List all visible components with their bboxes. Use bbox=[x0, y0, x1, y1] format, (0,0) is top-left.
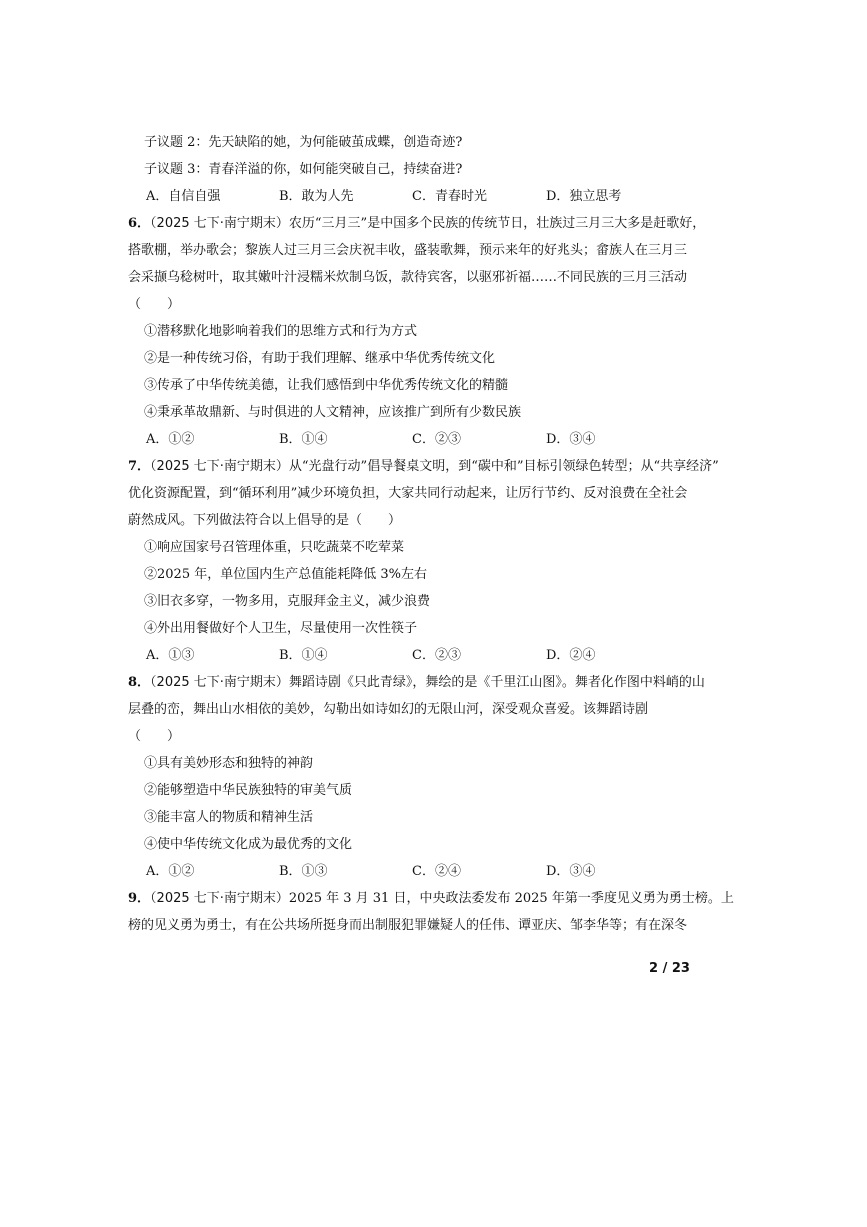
q8-source: （2025 七下·南宁期末） bbox=[150, 675, 289, 690]
q8-option-b: B．①③ bbox=[279, 864, 328, 879]
q6-number: 6． bbox=[128, 216, 151, 231]
q6-option-b: B．①④ bbox=[279, 432, 328, 447]
q7-option-d: D．②④ bbox=[546, 648, 596, 663]
q5-option-d: D．独立思考 bbox=[546, 189, 622, 204]
q7-stem-line-1 bbox=[128, 458, 719, 476]
q6-option-c: C．②③ bbox=[412, 432, 461, 447]
q7-stem-line-2: 优化资源配置，到“循环利用”减少环境负担，大家共同行动起来，让厉行节约、反对浪费在全社会 bbox=[128, 486, 688, 501]
q9-stem-line-2: 榜的见义勇为勇士，有在公共场所挺身而出制服犯罪嫌疑人的任伟、谭亚庆、邹李华等；有在深冬 bbox=[128, 918, 688, 933]
q6-stem-line-3: 会采撷乌稔树叶，取其嫩叶汁浸糯米炊制乌饭，款待宾客，以驱邪祈福……不同民族的三月三活动 bbox=[128, 270, 688, 285]
q9-number: 9． bbox=[128, 891, 151, 906]
q6-option-a: A．①② bbox=[146, 432, 195, 447]
q7-option-b: B．①④ bbox=[279, 648, 328, 663]
q8-item-4: ④使中华传统文化成为最优秀的文化 bbox=[144, 837, 353, 852]
q7-item-2: ②2025 年，单位国内生产总值能耗降低 3%左右 bbox=[144, 567, 427, 582]
q6-stem-line-2: 搭歌棚，举办歌会；黎族人过三月三会庆祝丰收，盛装歌舞，预示来年的好兆头；畲族人在三月三 bbox=[128, 243, 688, 258]
q8-item-3: ③能丰富人的物质和精神生活 bbox=[144, 810, 314, 825]
q6-stem-line-1 bbox=[128, 215, 705, 233]
q8-stem-line-1 bbox=[128, 674, 705, 692]
q9-source: （2025 七下·南宁期末） bbox=[150, 891, 289, 906]
q7-stem-line-3: 蔚然成风。下列做法符合以上倡导的是（ ） bbox=[128, 513, 402, 528]
q7-option-c: C．②③ bbox=[412, 648, 461, 663]
q7-option-a: A．①③ bbox=[146, 648, 195, 663]
q5-option-b: B．敢为人先 bbox=[279, 189, 354, 204]
q8-item-2: ②能够塑造中华民族独特的审美气质 bbox=[144, 783, 353, 798]
q7-number: 7． bbox=[128, 459, 151, 474]
page-number: 2 / 23 bbox=[649, 961, 690, 976]
q6-item-4: ④秉承革故鼎新、与时俱进的人文精神，应该推广到所有少数民族 bbox=[144, 405, 522, 420]
q5-option-c: C．青春时光 bbox=[412, 189, 487, 204]
q8-number: 8． bbox=[128, 675, 151, 690]
q8-item-1: ①具有美妙形态和独特的神韵 bbox=[144, 756, 314, 771]
q8-option-c: C．②④ bbox=[412, 864, 461, 879]
q8-stem-text: 舞蹈诗剧《只此青绿》，舞绘的是《千里江山图》。舞者化作图中料峭的山 bbox=[288, 675, 705, 690]
q6-item-2: ②是一种传统习俗，有助于我们理解、继承中华优秀传统文化 bbox=[144, 351, 496, 366]
q7-item-1: ①响应国家号召管理体重，只吃蔬菜不吃荤菜 bbox=[144, 540, 405, 555]
q5-option-a: A．自信自强 bbox=[146, 189, 221, 204]
q7-source: （2025 七下·南宁期末） bbox=[150, 459, 289, 474]
q6-option-d: D．③④ bbox=[546, 432, 596, 447]
q8-answer-blank: （ ） bbox=[128, 729, 181, 744]
q8-stem-line-2: 层叠的峦，舞出山水相依的美妙，勾勒出如诗如幻的无限山河，深受观众喜爱。该舞蹈诗剧 bbox=[128, 702, 649, 717]
q8-option-a: A．①② bbox=[146, 864, 195, 879]
q6-source: （2025 七下·南宁期末） bbox=[150, 216, 289, 231]
q6-answer-blank: （ ） bbox=[128, 297, 181, 312]
q7-item-3: ③旧衣多穿，一物多用，克服拜金主义，减少浪费 bbox=[144, 594, 431, 609]
q5-sub-topic-3: 子议题 3：青春洋溢的你，如何能突破自己，持续奋进? bbox=[144, 162, 463, 177]
q6-stem-text: 农历“三月三”是中国多个民族的传统节日，壮族过三月三大多是赶歌好， bbox=[288, 216, 706, 231]
q8-option-d: D．③④ bbox=[546, 864, 596, 879]
q6-item-1: ①潜移默化地影响着我们的思维方式和行为方式 bbox=[144, 324, 418, 339]
q7-stem-text: 从“光盘行动”倡导餐桌文明，到“碳中和”目标引领绿色转型；从“共享经济” bbox=[288, 459, 719, 474]
q9-stem-line-1 bbox=[128, 890, 734, 908]
q7-item-4: ④外出用餐做好个人卫生，尽量使用一次性筷子 bbox=[144, 621, 418, 636]
q9-stem-text: 2025 年 3 月 31 日，中央政法委发布 2025 年第一季度见义勇为勇士榜。上 bbox=[288, 891, 734, 906]
q5-sub-topic-2: 子议题 2：先天缺陷的她，为何能破茧成蝶，创造奇迹? bbox=[144, 135, 463, 150]
q6-item-3: ③传承了中华传统美德，让我们感悟到中华优秀传统文化的精髓 bbox=[144, 378, 509, 393]
